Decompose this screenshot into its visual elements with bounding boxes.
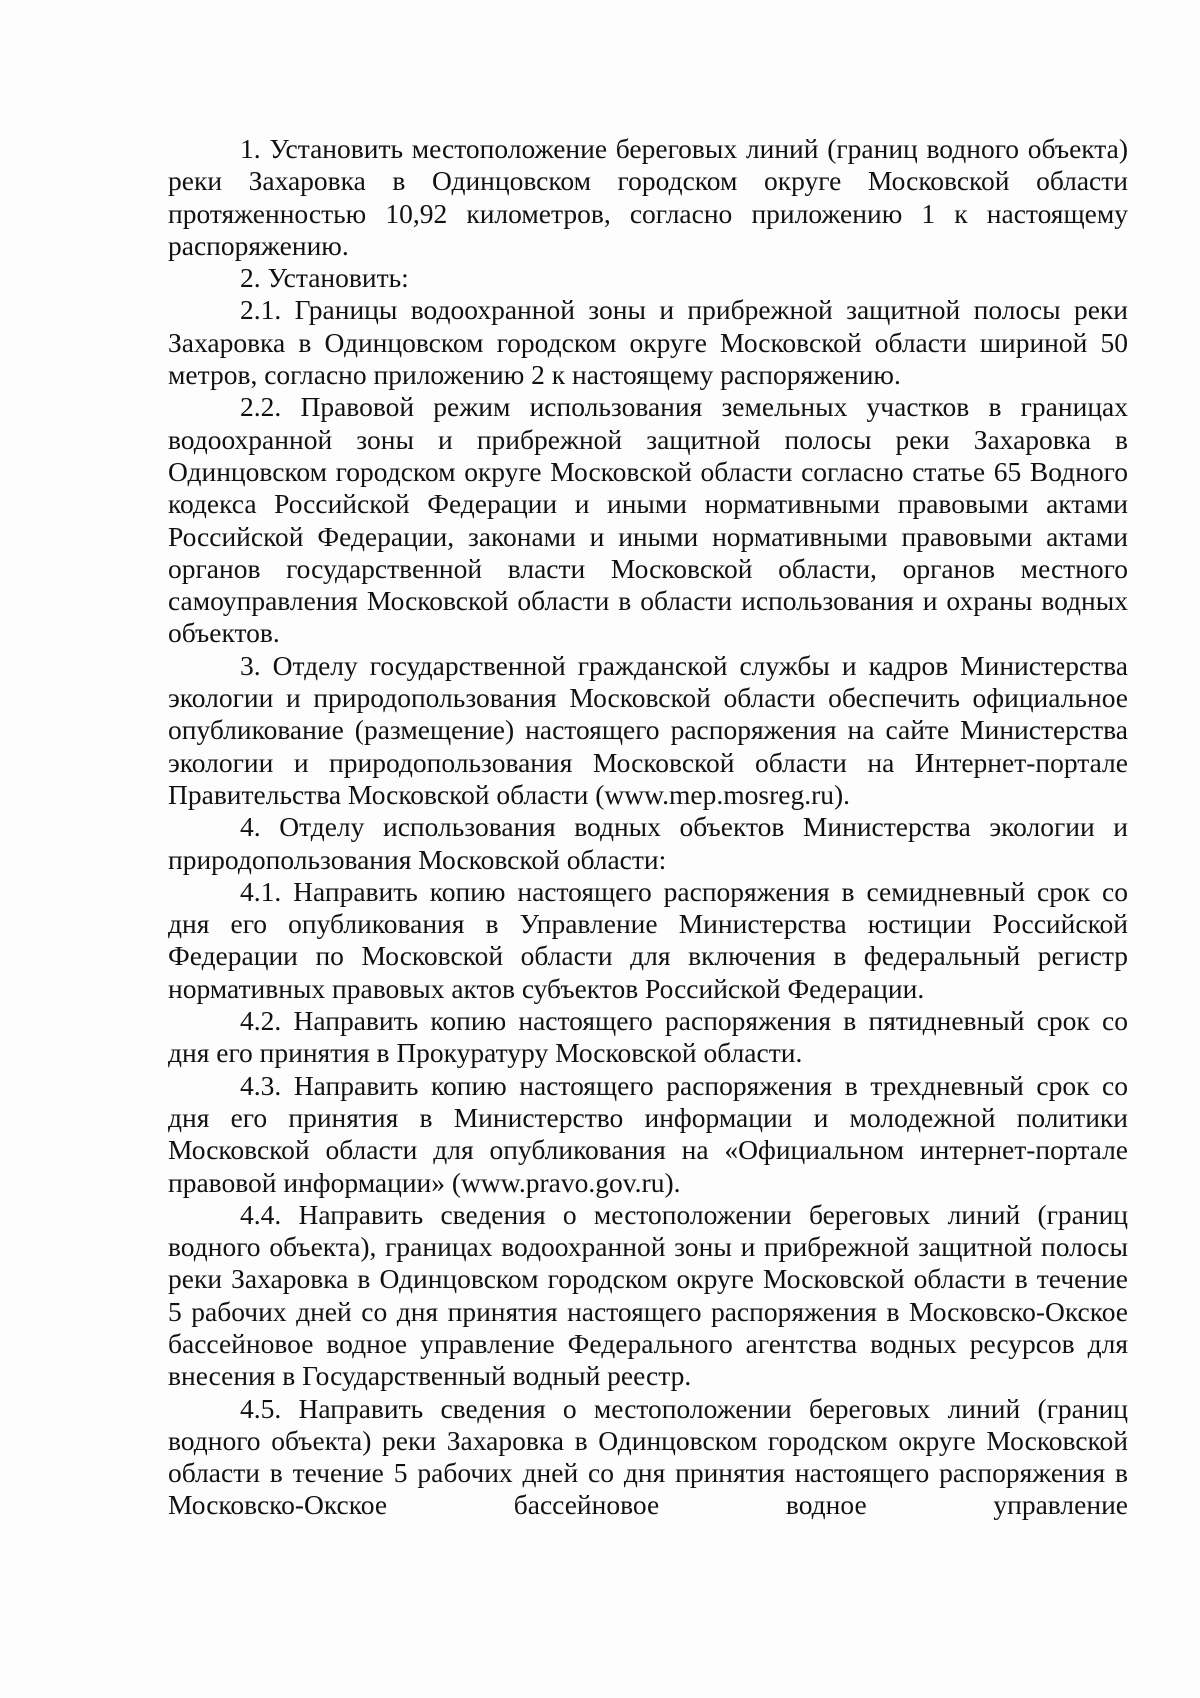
paragraph-3: 3. Отделу государственной гражданской службы и кадров Министерства экологии и природопользования Московской области обеспечить официальное опубликование (размещение) настоящего распоряжения на сайте Министерства экологии и природопользования Московской области на Интернет-портале Правительства Московской области (www.mep.mosreg.ru). — [168, 649, 1128, 810]
paragraph-2: 2. Установить: — [240, 262, 409, 294]
paragraph-4-5: 4.5. Направить сведения о местоположении береговых линий (границ водного объекта) реки Захаровка в Одинцовском городском округе Московской области в течение 5 рабочих дней со дня принятия настоящего распоряжения в Московско-Окское бассейновое водное управление — [168, 1392, 1128, 1521]
paragraph-2-2: 2.2. Правовой режим использования земельных участков в границах водоохранной зоны и прибрежной защитной полосы реки Захаровка в Одинцовском городском округе Московской области согласно статье 65 Водного кодекса Российской Федерации и иными нормативными правовыми актами Российской Федерации, законами и иными нормативными правовыми актами органов государственной власти Московской области, органов местного самоуправления Московской области в области использования и охраны водных объектов. — [168, 391, 1128, 649]
paragraph-4-3: 4.3. Направить копию настоящего распоряжения в трехдневный срок со дня его принятия в Министерство информации и молодежной политики Московской области для опубликования на «Официальном интернет-портале правовой информации» (www.pravo.gov.ru). — [168, 1069, 1128, 1198]
paragraph-1: 1. Установить местоположение береговых линий (границ водного объекта) реки Захаровка в Одинцовском городском округе Московской области протяженностью 10,92 километров, согласно приложению 1 к настоящему распоряжению. — [168, 133, 1128, 261]
paragraph-4-1: 4.1. Направить копию настоящего распоряжения в семидневный срок со дня его опубликования в Управление Министерства юстиции Российской Федерации по Московской области для включения в федеральный регистр нормативных правовых актов субъектов Российской Федерации. — [168, 875, 1128, 1004]
paragraph-4: 4. Отделу использования водных объектов Министерства экологии и природопользования Московской области: — [168, 811, 1128, 875]
paragraph-2-1: 2.1. Границы водоохранной зоны и прибрежной защитной полосы реки Захаровка в Одинцовском городском округе Московской области шириной 50 метров, согласно приложению 2 к настоящему распоряжению. — [168, 294, 1128, 391]
paragraph-4-4: 4.4. Направить сведения о местоположении береговых линий (границ водного объекта), границах водоохранной зоны и прибрежной защитной полосы реки Захаровка в Одинцовском городском округе Московской области в течение 5 рабочих дней со дня принятия настоящего распоряжения в Московско-Окское бассейновое водное управление Федерального агентства водных ресурсов для внесения в Государственный водный реестр. — [168, 1198, 1128, 1392]
document-body — [168, 133, 1128, 1522]
paragraph-4-2: 4.2. Направить копию настоящего распоряжения в пятидневный срок со дня его принятия в Прокуратуру Московской области. — [168, 1005, 1128, 1069]
